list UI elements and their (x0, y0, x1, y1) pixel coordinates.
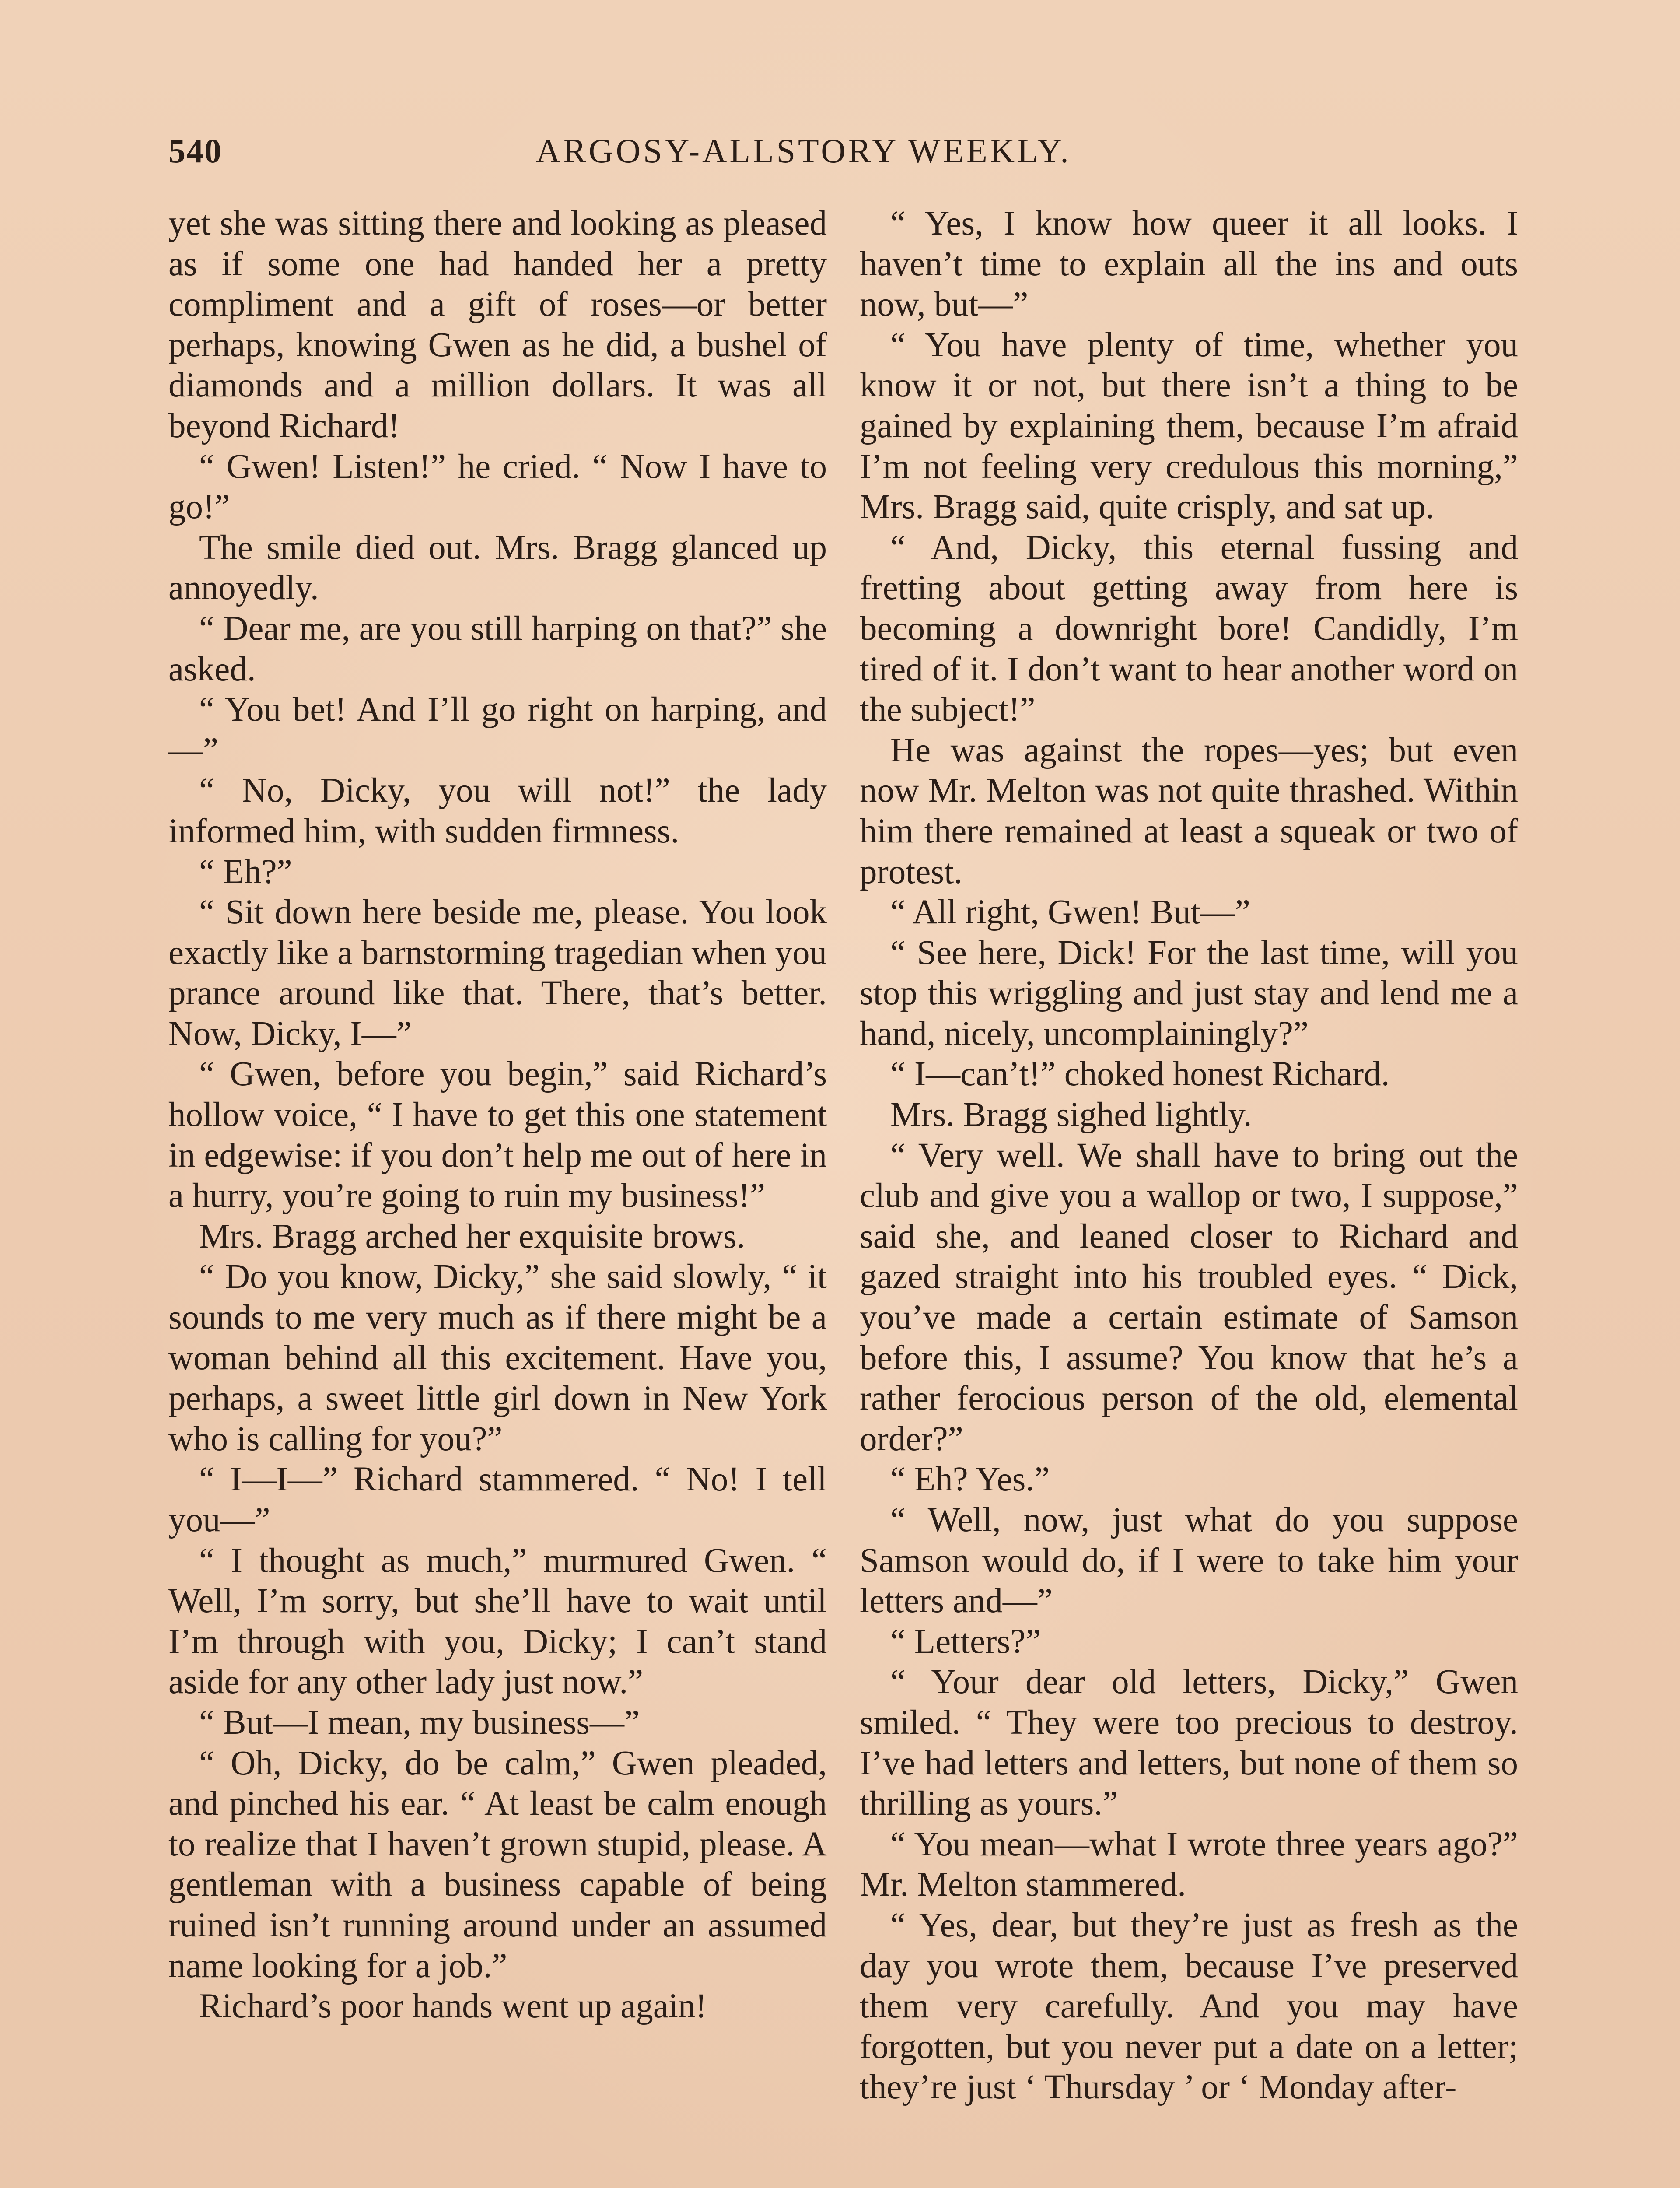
paragraph: The smile died out. Mrs. Bragg glanced up annoyedly. (168, 528, 827, 607)
paragraph: “ Well, now, just what do you suppose Samson would do, if I were to take him your letters and—” (860, 1501, 1518, 1620)
paragraph: “ You bet! And I’ll go right on harping, and—” (168, 691, 827, 769)
paragraph: “ Gwen! Listen!” he cried. “ Now I have to go!” (168, 447, 827, 526)
paragraph: “ Yes, dear, but they’re just as fresh as the day you wrote them, because I’ve preserved them very carefully. And you may have forgotten, but you never put a date on a letter; they’re just ‘ Thursday ’ or ‘ Monday after- (860, 1906, 1518, 2107)
paragraph: “ See here, Dick! For the last time, will you stop this wriggling and just stay and lend me a hand, nicely, uncomplainingly?” (860, 933, 1518, 1053)
paragraph: “ No, Dicky, you will not!” the lady informed him, with sudden firmness. (168, 771, 827, 850)
paragraph: “ Do you know, Dicky,” she said slowly, “ it sounds to me very much as if there might be a woman behind all this excitement. Have you, perhaps, a sweet little girl down in New York who is calling for you?” (168, 1258, 827, 1458)
paragraph: “ You have plenty of time, whether you know it or not, but there isn’t a thing to be gained by explaining them, because I’m afraid I’m not feeling very credulous this morning,” Mrs. Bragg said, quite crisply, and sat up. (860, 326, 1518, 526)
paragraph: “ But—I mean, my business—” (199, 1703, 640, 1742)
paragraph: “ Dear me, are you still harping on that?” she asked. (168, 609, 827, 688)
paragraph: “ I—can’t!” choked honest Richard. (890, 1055, 1390, 1094)
paragraph: “ You mean—what I wrote three years ago?” Mr. Melton stammered. (860, 1825, 1518, 1904)
paragraph: “ I thought as much,” murmured Gwen. “ Well, I’m sorry, but she’ll have to wait until I’m through with you, Dicky; I can’t stand aside for any other lady just now.” (168, 1541, 827, 1701)
right-column (860, 203, 1518, 2108)
page-number: 540 (168, 132, 222, 170)
running-title: ARGOSY-ALLSTORY WEEKLY. (536, 132, 1071, 170)
paragraph: “ Letters?” (890, 1622, 1041, 1661)
left-column (168, 203, 827, 2027)
paragraph: “ Sit down here beside me, please. You look exactly like a barnstorming tragedian when you prance around like that. There, that’s better. Now, Dicky, I—” (168, 893, 827, 1053)
paragraph: “ Eh? Yes.” (890, 1460, 1050, 1499)
paragraph: “ Your dear old letters, Dicky,” Gwen smiled. “ They were too precious to destroy. I’ve had letters and letters, but none of them so thrilling as yours.” (860, 1663, 1518, 1823)
paragraph: “ I—I—” Richard stammered. “ No! I tell you—” (168, 1460, 827, 1539)
paragraph: “ Eh?” (199, 852, 292, 891)
page-header (168, 131, 1525, 184)
paragraph: “ And, Dicky, this eternal fussing and fretting about getting away from here is becoming a downright bore! Candidly, I’m tired of it. I don’t want to hear another word on the subject!” (860, 528, 1518, 729)
paragraph: “ Oh, Dicky, do be calm,” Gwen pleaded, and pinched his ear. “ At least be calm enough to realize that I haven’t grown stupid, please. A gentleman with a business capable of being ruined isn’t running around under an assumed name looking for a job.” (168, 1744, 827, 1985)
paragraph: Mrs. Bragg arched her exquisite brows. (199, 1217, 746, 1255)
paragraph: “ Yes, I know how queer it all looks. I haven’t time to explain all the ins and outs now, but—” (860, 204, 1518, 324)
paragraph: yet she was sitting there and looking as pleased as if some one had handed her a pretty compliment and a gift of roses—or better perhaps, knowing Gwen as he did, a bushel of diamonds and a million dollars. It was all beyond Richard! (168, 204, 827, 445)
paragraph: Richard’s poor hands went up again! (199, 1987, 707, 2026)
paragraph: “ All right, Gwen! But—” (890, 893, 1250, 932)
paragraph: “ Very well. We shall have to bring out the club and give you a wallop or two, I suppose,” said she, and leaned closer to Richard and gazed straight into his troubled eyes. “ Dick, you’ve made a certain estimate of Samson before this, I assume? You know that he’s a rather ferocious person of the old, elemental order?” (860, 1136, 1518, 1458)
paragraph: He was against the ropes—yes; but even now Mr. Melton was not quite thrashed. Within him there remained at least a squeak or two of protest. (860, 731, 1518, 891)
paragraph: “ Gwen, before you begin,” said Richard’s hollow voice, “ I have to get this one statement in edgewise: if you don’t help me out of here in a hurry, you’re going to ruin my business!” (168, 1055, 827, 1215)
paragraph: Mrs. Bragg sighed lightly. (890, 1096, 1252, 1134)
